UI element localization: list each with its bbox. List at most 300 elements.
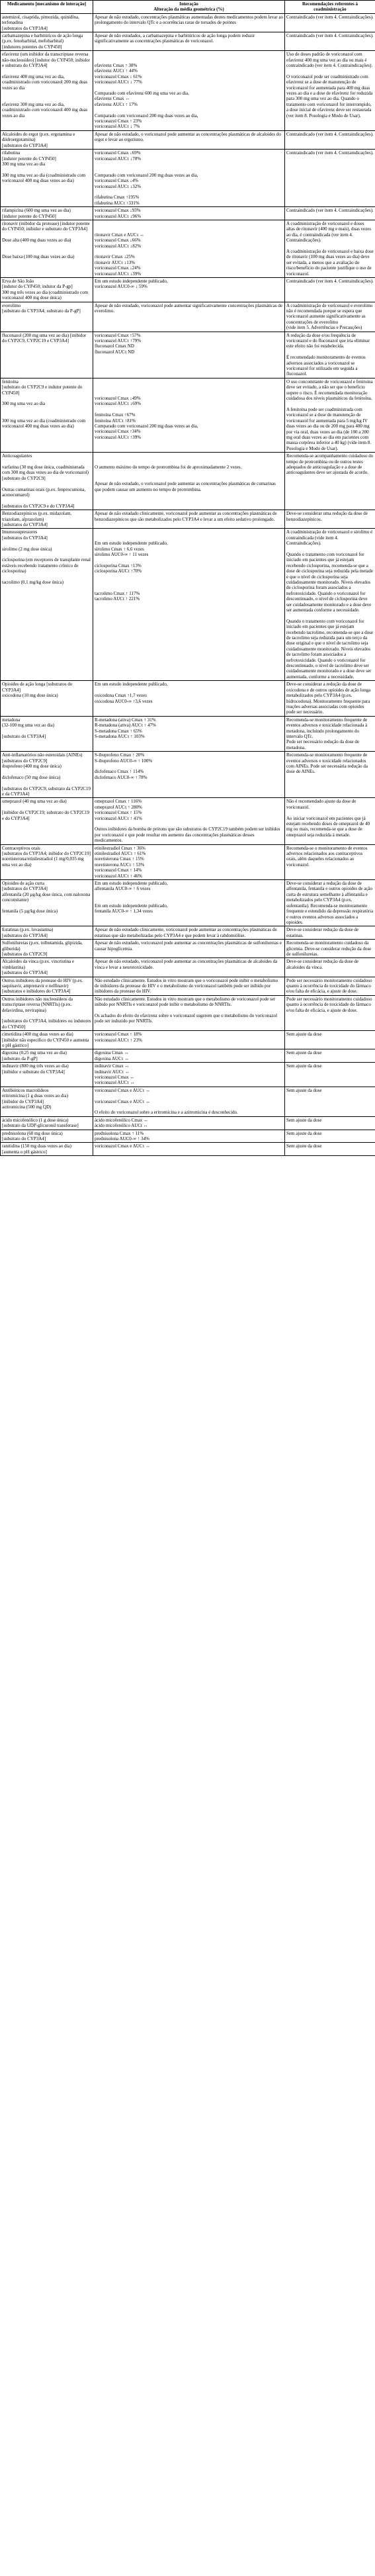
cell-text: voriconazol AUCτ ↓96% [95,213,142,219]
drug-cell [1,220,93,277]
cell-text: [indutor potente do CYP450] [2,213,56,219]
cell-text: S-ibuprofeno Cmax ↑ 20% [95,752,145,758]
cell-text [95,557,283,562]
cell-text: voriconazol AUCτ ↓ 77% [95,79,142,85]
drug-cell [1,1031,93,1049]
table-row [1,332,375,378]
cell-text: [indutores potentes do CYP450] [2,44,62,50]
cell-text: voriconazol Cmax ↑34% [95,429,141,435]
cell-text: efavirenz Cmax ↔ [95,96,130,102]
interaction-cell [93,1049,285,1063]
cell-text: 300 mg uma vez ao dia (coadministrado com voriconazol 400 mg duas vezes ao dia) [2,172,86,184]
drug-cell [1,1116,93,1130]
interaction-cell [93,51,285,131]
interaction-cell [93,453,285,510]
interaction-cell [93,1031,285,1049]
cell-text: fluconazol AUCτ ND [95,349,135,355]
cell-text: ácido micofenólico AUCt ↔ [95,1123,148,1129]
cell-text: 300 mg uma vez ao dia (coadministrado com voriconazol 400 mg duas vezes ao dia) [2,418,86,429]
cell-text: A coadministração de voriconazol e baixa dose de ritonavir (100 mg duas vezes ao dia) deve ser evitada, a menos que a avaliação do risco/benefício do paciente justifique o uso de voriconazol. [286,248,374,277]
cell-text: noretisterona/etinilestradiol (1 mg/0,035 mg uma vez ao dia) [2,856,84,867]
cell-text [95,249,283,254]
cell-text: carbamazepina e barbitúricos de ação longa (p.ex. fenobarbital, mefobarbital) [2,33,83,44]
drug-cell [1,378,93,452]
recommendation-cell [285,926,375,940]
cell-text: varfarina (30 mg dose única, coadministrada com 300 mg duas vezes ao dia de voriconazol) [2,464,89,476]
cell-text: ritonavir AUCτ ↓13% [95,259,136,265]
cell-text [95,580,283,585]
cell-text: [substratos do CYP2C9] [2,951,48,957]
drug-cell [1,277,93,302]
cell-text: voriconazol AUCτ ↔ [95,1080,135,1086]
cell-text [2,249,91,254]
cell-text: everolimo [2,302,21,308]
cell-text [2,396,91,401]
cell-text: fenitoína Cmax ↑67% [95,412,136,418]
cell-text: oxicodona Cmax ↑1,7 vezes [95,693,147,699]
recommendation-cell [285,378,375,452]
cell-text: Recomenda-se o monitoramento de eventos adversos relacionados aos contraceptivos orais, além daqueles relacionados ao voriconazol. [286,845,368,867]
cell-text: Quando o tratamento com voriconazol for iniciado em pacientes que já estejam recebendo tacrolimo, recomenda-se que a dose de tacrolimo seja reduzida para um terço da dose original e que o nível de tacrolimo seja cuidadosamente monitorado. Níveis elevados de tacrolimo foram associados a nefrotoxicidade. Quando o voriconazol for descontinuado, o nível de tacrolimo deve ser cuidadosamente monitorado e a dose deve ser aumentada, conforme a necessidade. [286,618,373,680]
cell-text [95,574,283,580]
cell-text: efavirenz (um inibidor da transcriptase reversa não-nucleosídeo) [indutor do CYP450; inibidor e substrato do CYP3A4] [2,52,90,69]
cell-text: É recomendado monitoramento de eventos adversos associados a voriconazol se voriconazol for utilizado em seguida a fluconazol. [286,355,366,377]
table-row [1,958,375,977]
cell-text: S-ibuprofeno AUC0-∞ ↑ 100% [95,758,153,764]
recommendation-cell [285,51,375,131]
cell-text [2,412,91,418]
cell-text: fluconazol (200 mg uma vez ao dia) [inibidor do CYP2C9, CYP2C19 e CYP3A4] [2,332,87,344]
cell-text: [substratos do CYP3A4; inibidor do CYP2C19] [2,851,91,857]
recommendation-cell [285,880,375,926]
cell-text: Sem ajuste da dose [286,1087,322,1093]
cell-text: indinavir AUCτ ↔ [95,1069,130,1075]
cell-text: ibuprofeno (400 mg dose única) [2,763,62,769]
cell-text [286,68,374,73]
cell-text: [indutor do CYP450; indutor da P-gp] [2,284,73,290]
cell-text [2,68,91,73]
table-row [1,926,375,940]
recommendation-cell [285,940,375,958]
cell-text: Apesar de não estudado, o voriconazol pode aumentar as concentrações plasmáticas de alcaloides do ergot e levar ao ergotismo. [95,131,281,143]
cell-text: efavirenz Cmax ↑ 38% [95,63,138,69]
drug-cell [1,150,93,207]
interaction-cell [93,510,285,529]
cell-text [95,459,283,465]
table-row [1,1143,375,1156]
table-row [1,1049,375,1063]
cell-text: digoxina (0,25 mg uma vez ao dia) [2,1050,67,1056]
cell-text: 300 mg três vezes ao dia (coadministrado com voriconazol 400 mg dose única) [2,289,89,301]
recommendation-cell [285,1031,375,1049]
interaction-cell [93,130,285,149]
cell-text [2,407,91,412]
cell-text: Apesar de não estudado, concentrações plasmáticas aumentadas destes medicamentos podem levar ao prolongamento do intervalo QTc e a ocorrências raras de torsades de pointes [95,14,283,26]
cell-text: diclofenaco (50 mg dose única) [2,774,61,780]
cell-text [95,453,283,459]
cell-text: Sem ajuste da dose [286,1032,322,1038]
cell-text: voriconazol Cmax e AUCτ ↔ [95,1087,151,1093]
cell-text: voriconazol Cmax ↓ 61% [95,73,142,79]
cell-text: Em um estudo independente publicado, [95,903,168,909]
cell-text: Contraindicado (ver item 4. Contraindicações). [286,150,374,156]
interaction-cell [93,940,285,958]
header-recomendacoes: Recomendações referentes à coadministração [285,1,375,14]
cell-text: Apesar de não estudado clinicamente, voriconazol pode aumentar as concentrações plasmáticas de benzodiazepínicos que são metabolizados pelo CYP3A4 e levar a um efeito sedativo prolongado. [95,511,277,522]
cell-text: metadona [2,717,21,723]
drug-cell [1,453,93,510]
cell-text: Contraindicado (ver item 4. Contraindicações). [286,33,374,39]
cell-text: Em um estudo independente publicado, [95,682,168,688]
cell-text [2,498,91,503]
table-row [1,510,375,529]
drug-cell [1,995,93,1030]
cell-text: Outros inibidores da protease do HIV (p.ex. saquinavir, amprenavir e nelfinavir) [2,977,83,989]
drug-cell [1,926,93,940]
cell-text: Contraindicado (ver item 4. Contraindicações). [286,14,374,20]
drug-cell [1,977,93,995]
table-row [1,752,375,798]
cell-text: ciclosporina AUCτ ↑70% [95,568,142,574]
drug-cell [1,1087,93,1116]
cell-text: voriconazol Cmax ↓24% [95,265,141,271]
cell-text [95,535,283,541]
interaction-cell [93,378,285,452]
cell-text: voriconazol Cmax ↑57% [95,332,141,338]
cell-text: [substratos do CYP2C9; substrato da CYP2C19 e da CYP3A4] [2,785,91,797]
cell-text: efavirenz 400 mg uma vez ao dia, coadministrado com voriconazol 200 mg duas vezes ao dia [2,73,88,91]
cell-text: Sem ajuste da dose [286,1117,322,1123]
table-row [1,1130,375,1143]
cell-text: Pode ser necessário monitoramento cuidadoso quanto à ocorrência de toxicidade do fármaco e/ou falta de eficácia, e ajuste de dose. [286,996,372,1013]
table-row [1,207,375,220]
cell-text: Apesar de não estudados, a carbamazepina e barbitúricos de ação longa podem reduzir significativamente as concentrações plasmáticas de voriconazol. [95,33,255,44]
cell-text: R-metadona (ativa) AUCτ ↑ 47% [95,723,157,729]
cell-text: [inibidor não específico do CYP450 e aumenta o pH gástrico] [2,1037,89,1049]
cell-text: Dose alta (400 mg duas vezes ao dia) [2,238,71,244]
cell-text: Apesar de não estudado, voriconazol pode aumentar significativamente concentrações plasmáticas de everolimo. [95,302,282,314]
cell-text: astemizol, cisaprida, pimozida, quinidina, terfenadina [2,14,79,26]
table-row [1,453,375,510]
cell-text: fluconazol Cmax ND [95,343,134,349]
drug-cell [1,207,93,220]
cell-text: Apesar de não estudado, voriconazol pode aumentar as concentrações plasmáticas de sulfonilureias e causar hipoglicemia. [95,940,282,952]
cell-text: [substrato do CYP2C9 e indutor potente do CYP450] [2,384,83,396]
header-interacao: Interação Alteração da média geométrica (%) [93,1,285,14]
cell-text: Sem ajuste da dose [286,1063,322,1069]
cell-text: diclofenaco Cmax ↑ 114% [95,769,144,775]
cell-text: [substratos do CYP3A4] [2,932,48,938]
table-row [1,1087,375,1116]
cell-text: voriconazol Cmax ↔ [95,1075,135,1081]
cell-text: alfentanila AUC0-∞ ↑ 6 vezes [95,886,151,892]
cell-text [95,189,283,195]
interaction-cell [93,958,285,977]
cell-text: alfentanila (20 µg/kg dose única, com naloxona concomitante) [2,891,91,903]
recommendation-cell [285,1130,375,1143]
cell-text [2,96,91,101]
cell-text: rifabutina AUCτ ↑331% [95,200,140,206]
cell-text [95,221,283,226]
cell-text: Pode ser necessário redução da dose de metadona. [286,739,360,750]
cell-text: omeprazol AUCτ ↑ 280% [95,804,142,810]
cell-text: voriconazol AUCτ ↑ 46% [95,873,142,879]
cell-text: ácido micofenólico Cmax ↔ [95,1117,149,1123]
interaction-cell [93,681,285,716]
cell-text: R-metadona (ativa) Cmax ↑ 31% [95,717,156,723]
cell-text: Sem ajuste da dose [286,1130,322,1136]
cell-text: [substrato do CYP3A4; substrato da P-gP] [2,308,81,314]
cell-text: Em um estudo independente publicado, [95,881,168,887]
recommendation-cell [285,332,375,378]
interaction-cell [93,1063,285,1087]
cell-text: fenitoína [2,378,19,384]
interaction-cell [93,926,285,940]
cell-text: A coadministração de voriconazol e sirolimo é contraindicada (vide item 4. Contraindicações). [286,529,373,547]
cell-text: [indutor potente do CYP450] [2,155,56,161]
cell-text: oxicodona AUC0-∞ ↑3,6 vezes [95,698,153,704]
interaction-cell [93,752,285,798]
cell-text: omeprazol Cmax ↑ 116% [95,799,142,805]
cell-text: efavirenz AUCτ ↑ 17% [95,101,138,107]
cell-text: [substrato da UDP-glicuronil transferase] [2,1123,79,1129]
table-body [1,13,375,1155]
cell-text: voriconazol Cmax ↑ 14% [95,867,142,873]
cell-text: cimetidina (400 mg duas vezes ao dia) [2,1032,73,1038]
cell-text: Dose baixa (100 mg duas vezes ao dia) [2,254,75,260]
drug-cell [1,752,93,798]
cell-text: A fenitoína pode ser coadministrada com voriconazol se a dose de manutenção de voriconazol for aumentada para 5 mg/kg IV duas vezes ao dia ou de 200 mg para 400 mg por via oral, duas vezes ao dia (de 100 a 200 mg oral duas vezes ao dia em pacientes com massa corpórea inferior a 40 kg) (vide item 8. Posologia e Modo de Usar). [286,406,372,451]
cell-text: (32-100 mg uma vez ao dia) [2,723,55,729]
table-row [1,940,375,958]
cell-text: digoxina AUCτ ↔ [95,1055,130,1061]
cell-text: voriconazol Cmax e AUCτ ↔ [95,1143,151,1149]
drug-cell [1,51,93,131]
cell-text [95,470,283,475]
cell-text: voriconazol Cmax ↓66% [95,238,141,244]
cell-text: A redução da dose e/ou frequência de voriconazol e do fluconazol que iria eliminar este efeito não foi estabelecida. [286,332,370,349]
cell-text [286,810,374,815]
recommendation-cell [285,510,375,529]
cell-text: Deve-se considerar a redução da dose de oxicodona e de outros opioides de ação longa metabolizados pelo CYP3A4 (p.ex. hidrocodona). Monitoramento frequente para reações adversas associadas com opioides pode ser necessário. [286,682,371,715]
cell-text: sirolimo AUC0-∞ ↑ 11 vezes [95,551,149,557]
drug-cell [1,130,93,149]
cell-text: (vide item 5. Advertências e Precauções) [286,325,362,331]
cell-text: omeprazol (40 mg uma vez ao dia) [2,799,67,805]
interaction-cell [93,995,285,1030]
recommendation-cell [285,277,375,302]
cell-text: Recomenda-se monitoramento cuidadoso da glicemia. Deve-se considerar redução da dose de sulfonilureias. [286,940,372,957]
recommendation-cell [285,681,375,716]
cell-text: Contraceptivos orais [2,845,40,851]
recommendation-cell [285,844,375,879]
cell-text: diclofenaco AUC0-∞ ↑ 78% [95,774,147,780]
cell-text [95,764,283,769]
cell-text: ciclosporina Cmax ↑13% [95,562,142,568]
cell-text: Apesar de não estudado, voriconazol pode aumentar as concentrações plasmáticas de alcaloides da vinca e levar a neurotoxicidade. [95,959,278,970]
cell-text: efavirenz 300 mg uma vez ao dia, coadministrado com voriconazol 400 mg duas vezes ao dia [2,101,88,118]
interaction-cell [93,150,285,207]
cell-text: ácido micofenólico (1 g dose única) [2,1117,69,1123]
recommendation-cell [285,1087,375,1116]
cell-text: Não é recomendado ajuste da dose de voriconazol. [286,799,356,810]
cell-text: Comparado com voriconazol 200 mg duas vezes ao dia, [95,172,198,178]
cell-text: voriconazol AUCτ ↓78% [95,155,142,161]
interaction-cell [93,1087,285,1116]
interaction-cell [93,207,285,220]
cell-text: rifabutina Cmax ↑195% [95,195,140,200]
cell-text: S-metadona Cmax ↑ 65% [95,728,142,734]
cell-text: voriconazol AUCτ ↑ 41% [95,815,142,821]
interaction-cell [93,13,285,32]
cell-text [95,1093,283,1098]
table-row [1,681,375,716]
drug-cell [1,1130,93,1143]
cell-text: [substratos do CYP3A4] [2,521,48,527]
cell-text: Sem ajuste da dose [286,1143,322,1149]
recommendation-cell [285,130,375,149]
cell-text: prednisolona AUC0-∞ ↑ 34% [95,1136,149,1142]
cell-text [95,892,283,897]
cell-text: [substratos do CYP3A4] [2,142,48,148]
interaction-cell [93,798,285,844]
drug-cell [1,681,93,716]
cell-text [95,161,283,167]
cell-text [2,729,91,734]
cell-text: voriconazol Cmax e AUCτ ↔ [95,1098,151,1104]
cell-text [286,547,374,552]
cell-text: tacrolimo AUCt ↑ 221% [95,596,140,602]
cell-text: prednisolona (60 mg dose única) [2,1130,63,1136]
cell-text [95,390,283,396]
cell-text: voriconazol AUCτ ↓69% [95,401,142,407]
cell-text: Recomenda-se monitoramento frequente de eventos adversos e toxicidade relacionados com AINEs. Pode ser necessária redução da dose de AINEs. [286,752,368,775]
cell-text: voriconazol AUCτ ↓39% [95,271,142,277]
header-medicamento: Medicamento [mecanismo de interação] [1,1,93,14]
cell-text [95,1104,283,1110]
cell-text: voriconazol Cmax ↓93% [95,208,141,214]
interaction-cell [93,220,285,277]
cell-text: Imunossupressores [2,529,38,535]
cell-text: Deve-se considerar redução da dose de alcaloides da vinca. [286,959,359,970]
cell-text: [substratos do CYP2C9 e do CYP3A4] [2,503,75,509]
cell-text: Deve-se considerar redução da dose de estatinas. [286,927,359,938]
interaction-cell [93,880,285,926]
cell-text: voriconazol AUCτ ↓ 7% [95,124,140,130]
drug-cell [1,332,93,378]
table-row [1,302,375,332]
table-row [1,995,375,1030]
cell-text: voriconazol AUCτ ↑39% [95,434,142,440]
cell-text [95,384,283,390]
recommendation-cell [285,453,375,510]
cell-text: etinilestradiol AUCτ ↑ 61% [95,851,146,857]
drug-cell [1,510,93,529]
interaction-table [0,0,375,1156]
cell-text: Comparado com voriconazol 200 mg duas vezes ao dia, [95,423,198,429]
cell-text [286,244,374,249]
cell-text: voriconazol Cmax ↓49% [95,396,141,402]
cell-text: rifabutina [2,150,21,156]
table-row [1,529,375,681]
interaction-cell [93,302,285,332]
cell-text [2,459,91,465]
interaction-cell [93,32,285,51]
cell-text: Outros inibidores não nucleosídeos da transcriptase reversa (NNRTIs) (p.ex. delavirdina, nevirapina) [2,996,73,1013]
table-row [1,880,375,926]
cell-text: digoxina Cmax ↔ [95,1050,129,1056]
cell-text [95,167,283,172]
interaction-cell [93,977,285,995]
drug-cell [1,798,93,844]
cell-text: ciclosporina (em receptores de transplante renal estáveis recebendo tratamento crônico de ciclosporina) [2,557,91,574]
cell-text: Estatinas (p.ex. lovastatina) [2,927,54,933]
cell-text: sirolimo Cmax ↑ 6,6 vezes [95,546,144,552]
cell-text: tacrolimo Cmax ↑ 117% [95,590,140,596]
cell-text: Contraindicado (ver item 4. Contraindicações). [286,131,374,137]
cell-text: tacrolimo (0,1 mg/kg dose única) [2,579,64,585]
cell-text: azitromicina (500 mg QD) [2,1104,52,1110]
cell-text: Não estudado clinicamente. Estudos in vitro mostram que o voriconazol pode inibir o metabolismo de inibidores da protease do HIV e o metabolismo do voriconazol também pode ser inibido por inibidores da protease do HIV. [95,977,278,995]
table-row [1,130,375,149]
cell-text [2,1013,91,1018]
cell-text: O aumento máximo do tempo de protrombina foi de aproximadamente 2 vezes. [95,464,242,470]
cell-text: Contraindicado (ver item 4. Contraindicações). [286,278,374,284]
cell-text: Sulfonilureias (p.ex. tolbutamida, glipizida, gliburida) [2,940,83,952]
cell-text: Comparado com efavirenz 600 mg uma vez ao dia, [95,91,189,97]
cell-text: S-metadona AUCτ ↑ 103% [95,733,145,739]
cell-text: O voriconazol pode ser coadministrado com efavirenz se a dose de manutenção de voriconazol for aumentada para 400 mg duas vezes ao dia e a dose de efavirenz for reduzida para 300 mg uma vez ao dia. Quando o tratamento com voriconazol for interrompido, a dose inicial de efavirenz deve ser restaurada (ver item 8. Posologia e Modo de Usar). [286,73,373,118]
cell-text [2,769,91,774]
interaction-cell [93,332,285,378]
cell-text: Apesar de não estudado, o voriconazol pode aumentar as concentrações plasmáticas de cumarinas que podem causar um aumento no tempo de protrombina. [95,481,276,492]
cell-text: ritonavir Cmax e AUCτ ↔ [95,232,145,238]
recommendation-cell [285,716,375,751]
cell-text: voriconazol AUCτ ↑ 23% [95,1037,142,1043]
cell-text [95,897,283,903]
recommendation-cell [285,220,375,277]
cell-text: [substratos do CYP3A4] [2,886,48,892]
cell-text [95,379,283,384]
cell-text: fentanila AUC0-∞ ↑ 1,34 vezes [95,909,153,914]
cell-text [286,613,374,618]
table-row [1,1031,375,1049]
cell-text: Apesar de não estudado clinicamente, voriconazol pode aumentar as concentrações plasmáticas de estatinas que são metabolizadas pelo CYP3A4 e que podem levar à rabdomiólise. [95,927,277,938]
recommendation-cell [285,958,375,977]
drug-cell [1,13,93,32]
cell-text: eritromicina (1 g duas vezes ao dia) [2,1093,68,1099]
cell-text [95,85,283,91]
cell-text: Anti-inflamatórios não esteroidais (AINEs) [2,752,83,758]
recommendation-cell [285,752,375,798]
cell-text: voriconazol Cmax ↑ 23% [95,118,142,124]
cell-text [2,805,91,810]
cell-text [2,244,91,249]
cell-text [2,481,91,486]
cell-text: Não estudado clinicamente. Estudos in vitro mostram que o metabolismo de voriconazol pode ser inibido por NNRTIs e voriconazol pode inibir o metabolismo de NNRTIs. [95,996,276,1008]
cell-text: Em um estudo independente publicado, [95,541,168,547]
cell-text [95,821,283,826]
cell-text: voriconazol AUCτ ↓32% [95,183,142,189]
cell-text: Outros inibidores da bomba de prótons que são substratos do CYP2C19 também podem ser inibidos por voriconazol e que pode resultar em aumento das concentrações plasmáticas desses medicamentos. [95,826,280,844]
cell-text: Alcaloides da vinca (p.ex. vincristina e vimblastina) [2,959,75,970]
table-row [1,13,375,32]
table-row [1,798,375,844]
cell-text: voriconazol AUCτ ↓82% [95,243,142,249]
cell-text: [substratos do CYP3A4] [2,25,48,31]
cell-text: A coadministração de voriconazol e doses altas de ritonavir (400 mg e mais), duas vezes ao dia, é contraindicada (ver item 4. Contraindicações). [286,220,372,244]
cell-text: voriconazol Cmax ↑ 15% [95,810,142,816]
